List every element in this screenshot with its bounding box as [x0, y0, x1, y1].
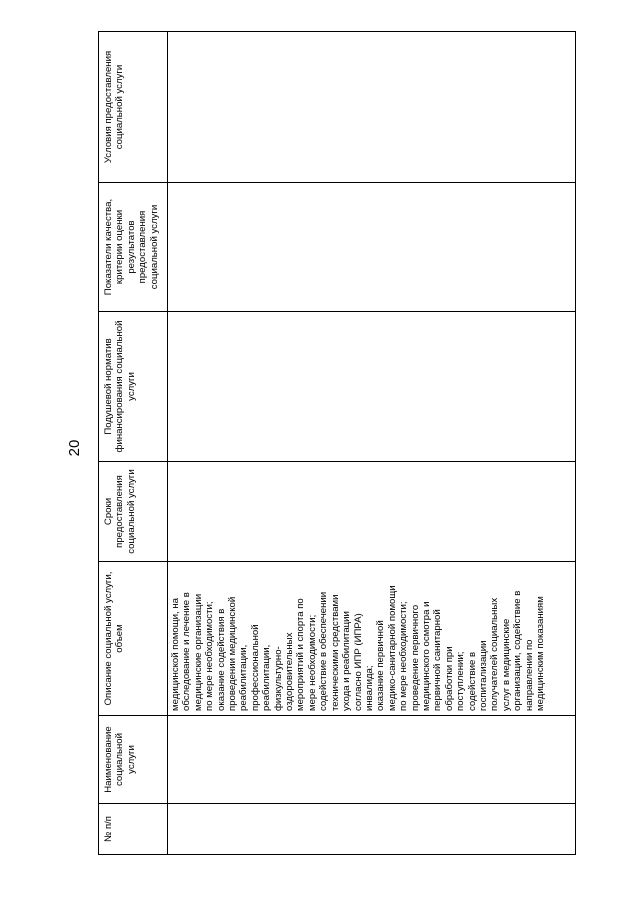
rotated-table-container [98, 32, 576, 855]
table-row [168, 32, 576, 855]
description-line: обработки при [443, 646, 455, 711]
cell-service-name [168, 716, 576, 804]
cell-description [168, 562, 576, 716]
description-line: реабилитации, [238, 644, 250, 711]
description-line: получателей социальных [489, 597, 501, 711]
description-line: профессиональной [249, 624, 261, 711]
description-line: медицинские организации [192, 593, 204, 711]
services-table [98, 31, 576, 855]
cell-quality [168, 183, 576, 312]
description-line: оказание содействия в [215, 608, 227, 711]
cell-terms [168, 462, 576, 562]
description-line: оздоровительных [284, 632, 296, 711]
description-line: реабилитации, [261, 644, 273, 711]
description-line: организации, содействие в [512, 590, 524, 711]
description-line: инвалида; [363, 665, 375, 711]
header-description: Описание социальной услуги, объем [99, 562, 168, 716]
description-line: медицинской помощи, на [170, 598, 181, 711]
cell-financing [168, 312, 576, 462]
description-line: поступлении; [455, 651, 467, 711]
description-line: медицинским показаниям [535, 596, 546, 711]
description-line: проведении медицинской [227, 596, 239, 711]
description-line: мероприятий и спорта по [295, 598, 307, 711]
description-line: по мере необходимости; [204, 601, 216, 711]
description-line: ухода и реабилитации [341, 611, 353, 711]
description-line: медицинского осмотра и [420, 601, 432, 711]
description-line: первичной санитарной [432, 609, 444, 711]
header-service-name: Наименование социальной услуги [99, 716, 168, 804]
header-number: № п/п [99, 804, 168, 855]
description-line: мере необходимости; [306, 614, 318, 711]
header-financing: Подушевой норматив финансирования социальной услуги [99, 312, 168, 462]
header-quality: Показатели качества, критерии оценки результатов предоставления социальной услуги [99, 183, 168, 312]
description-line: физкультурно- [272, 646, 284, 711]
table-header-row [99, 32, 168, 855]
description-line: обследование и лечение в [181, 592, 193, 711]
header-conditions: Условия предоставления социальной услуги [99, 32, 168, 183]
page-number: 20 [66, 439, 83, 457]
description-line: техническими средствами [329, 594, 341, 711]
description-line: услуг в медицинские [500, 618, 512, 711]
description-line: содействие в обеспечении [318, 591, 330, 711]
header-terms: Сроки предоставления социальной услуги [99, 462, 168, 562]
description-line: проведение первичного [409, 604, 421, 711]
description-line: оказание первичной [375, 620, 387, 711]
cell-number [168, 804, 576, 855]
cell-conditions [168, 32, 576, 183]
description-line: содействие в [466, 651, 478, 711]
description-line: медико-санитарной помощи [386, 585, 398, 711]
description-line: по мере необходимости; [398, 601, 410, 711]
description-line: госпитализации [477, 640, 489, 711]
description-text [170, 566, 546, 711]
description-line: согласно ИПР (ИПРА) [352, 613, 364, 711]
description-line: направлении по [523, 639, 535, 711]
